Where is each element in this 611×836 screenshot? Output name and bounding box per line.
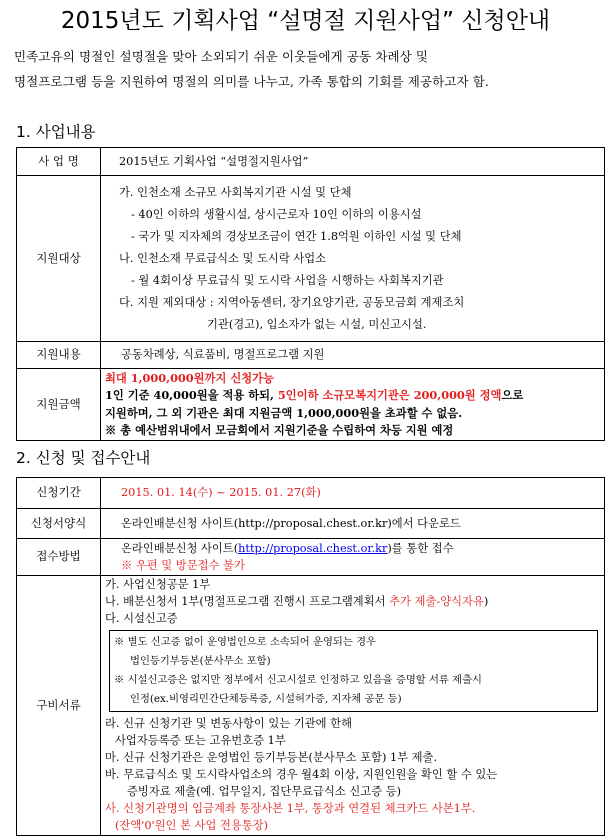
section2-heading: 2. 신청 및 접수안내: [16, 449, 151, 467]
row-docs: [17, 576, 605, 836]
value-content: 공동차례상, 식료품비, 명절프로그램 지원: [101, 342, 605, 369]
docs-item: 증빙자료 제출(예. 업무일지, 집단무료급식소 신고증 등): [127, 785, 402, 798]
docs-note: 인정(ex.비영리민간단체등록증, 시설허가증, 지자체 공문 등): [130, 693, 402, 705]
docs-item: 다. 시설신고증: [105, 612, 178, 625]
target-line: 다. 지원 제외대상 : 지역아동센터, 장기요양기관, 공동모금회 계제조치: [119, 295, 465, 309]
target-line: 나. 인천소재 무료급식소 및 도시락 사업소: [119, 251, 327, 265]
value-docs: [101, 576, 605, 836]
row-business-name: [17, 148, 605, 176]
value-period: 2015. 01. 14(수) ~ 2015. 01. 27(화): [101, 478, 605, 509]
label-period: 신청기간: [17, 478, 101, 509]
amount-line: 1인 기준 40,000원을 적용 하되, 5인이하 소규모복지기관은 200,000원 정액으로: [105, 388, 524, 402]
row-period: [17, 478, 605, 509]
value-target: [101, 176, 605, 342]
page-title: 2015년도 기획사업 “설명절 지원사업” 신청안내: [60, 8, 551, 34]
docs-item: 사업자등록증 또는 고유번호증 1부: [115, 734, 286, 747]
value-amount: [101, 369, 605, 441]
docs-note: ※ 별도 신고증 없이 운영법인으로 소속되어 운영되는 경우: [114, 636, 376, 648]
docs-note: ※ 시설신고증은 없지만 정부에서 신고시설로 인정하고 있음을 증명할 서류 제출시: [114, 674, 482, 686]
proposal-site-link[interactable]: http://proposal.chest.or.kr: [238, 541, 388, 555]
docs-item: 사. 신청기관명의 입금계좌 통장사본 1부, 통장과 연결된 체크카드 사본1부.: [105, 802, 476, 815]
docs-item: 바. 무료급식소 및 도시락사업소의 경우 월4회 이상, 지원인원을 확인 할 수 있는: [105, 768, 498, 781]
application-table: [16, 477, 605, 836]
docs-item: 마. 신규 신청기관은 운영법인 등기부등본(분사무소 포함) 1부 제출.: [105, 751, 438, 764]
label-business-name: 사 업 명: [17, 148, 101, 176]
amount-line: ※ 총 예산범위내에서 모금회에서 지원기준을 수립하여 차등 지원 예정: [105, 423, 454, 437]
label-amount: 지원금액: [17, 369, 101, 441]
target-line: - 국가 및 지자체의 경상보조금이 연간 1.8억원 이하인 시설 및 단체: [131, 229, 462, 243]
section1-heading: 1. 사업내용: [16, 123, 96, 141]
method-note: ※ 우편 및 방문접수 불가: [121, 559, 245, 572]
value-form: 온라인배분신청 사이트(http://proposal.chest.or.kr)에서 다운로드: [101, 509, 605, 539]
row-form: [17, 509, 605, 539]
amount-line: 지원하며, 그 외 기관은 최대 지원금액 1,000,000원을 초과할 수 없음.: [105, 405, 463, 420]
label-content: 지원내용: [17, 342, 101, 369]
docs-note-box: [109, 630, 598, 712]
label-target: 지원대상: [17, 176, 101, 342]
value-method: [101, 539, 605, 576]
label-method: 접수방법: [17, 539, 101, 576]
intro-line: 민족고유의 명절인 설명절을 맞아 소외되기 쉬운 이웃들에게 공동 차례상 및: [14, 49, 429, 64]
row-amount: [17, 369, 605, 441]
target-line: - 40인 이하의 생활시설, 상시근로자 10인 이하의 이용시설: [131, 207, 422, 221]
method-line: 온라인배분신청 사이트(http://proposal.chest.or.kr)를 통한 접수: [121, 541, 454, 555]
value-business-name: 2015년도 기획사업 “설명절지원사업”: [101, 148, 605, 176]
row-content: [17, 342, 605, 369]
target-line: - 월 4회이상 무료급식 및 도시락 사업을 시행하는 사회복지기관: [131, 273, 444, 287]
docs-item: (잔액'0'원인 본 사업 전용통장): [115, 819, 269, 832]
business-content-table: [16, 147, 605, 441]
docs-note: 법인등기부등본(분사무소 포함): [130, 655, 271, 667]
intro-line: 명절프로그램 등을 지원하여 명절의 의미를 나누고, 가족 통합의 기회를 제공하고자 함.: [14, 74, 490, 89]
label-docs: 구비서류: [17, 576, 101, 836]
row-method: [17, 539, 605, 576]
amount-limit: 최대 1,000,000원까지 신청가능: [105, 370, 274, 385]
docs-item: 가. 사업신청공문 1부: [105, 578, 211, 591]
label-form: 신청서양식: [17, 509, 101, 539]
row-target: [17, 176, 605, 342]
target-line: 기관(경고), 입소자가 없는 시설, 미신고시설.: [207, 317, 427, 331]
docs-item: 라. 신규 신청기관 및 변동사항이 있는 기관에 한해: [105, 717, 352, 730]
intro-paragraph: [14, 44, 606, 94]
target-line: 가. 인천소재 소규모 사회복지기관 시설 및 단체: [119, 185, 352, 199]
docs-item: 나. 배분신청서 1부(명절프로그램 진행시 프로그램계획서 추가 제출-양식자유): [105, 595, 489, 608]
